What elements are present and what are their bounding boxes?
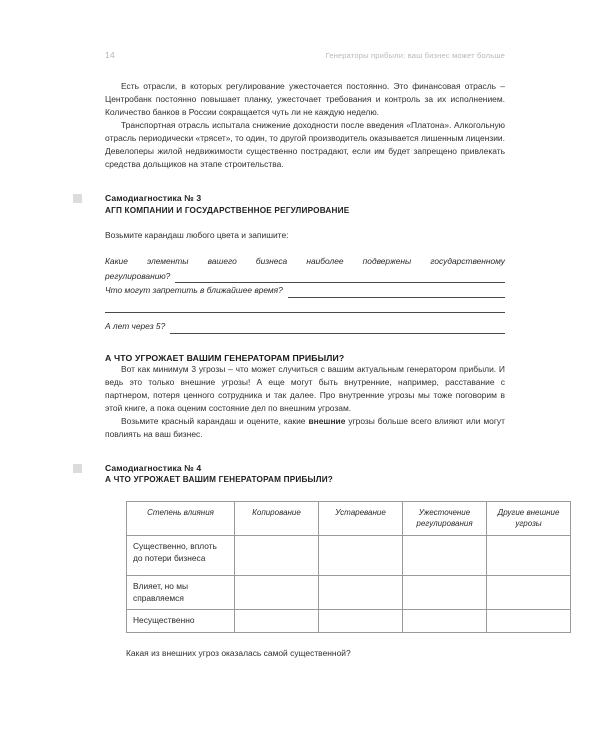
table-row [127,610,571,632]
threat-table-head [127,501,571,535]
answer-cell[interactable] [403,610,487,632]
question-3-row [105,319,505,334]
self-diagnostic-3-fillins [105,254,505,333]
answer-cell[interactable] [235,575,319,610]
self-diagnostic-3-title: Самодиагностика № 3 [105,193,202,203]
running-head [105,50,505,60]
page-number: 14 [105,50,115,60]
paragraph-4-bold-word: внешние [308,415,346,426]
running-title: Генераторы прибыли: ваш бизнес может больше [325,51,505,60]
table-header-cell: Устаревание [319,501,403,535]
section-heading-threats: А ЧТО УГРОЖАЕТ ВАШИМ ГЕНЕРАТОРАМ ПРИБЫЛИ? [105,352,345,363]
question-2: Что могут запретить в ближайшее время? [105,285,283,296]
answer-cell[interactable] [487,575,571,610]
row-label-cell: Влияет, но мы справляемся [127,575,235,610]
question-1-line-2-row [105,269,505,284]
self-diagnostic-3-subtitle: АГП КОМПАНИИ И ГОСУДАРСТВЕННОЕ РЕГУЛИРОВАНИЕ [105,205,350,215]
answer-rule-1[interactable] [175,272,505,283]
answer-cell[interactable] [487,610,571,632]
paragraph-three-threats: Вот как минимум 3 угрозы – что может случиться с вашим актуальным генератором прибыли. И ведь это только внешние угрозы! А еще могут быть внутренние, например, расставание с партнером, потеря ценного сотрудника и так далее. Про внутренние угрозы мы тоже поговорим в этой книге, а пока оценим состояние дел по внешним угрозам. [105,363,505,413]
question-1-line-2: регулированию? [105,270,171,281]
self-diagnostic-4-block [105,462,505,487]
paragraph-4-before-bold: Возьмите красный карандаш и оцените, какие [121,415,309,426]
threat-table [126,501,571,633]
question-1-line-1: Какие элементы вашего бизнеса наиболее подвержены государственному [105,256,505,267]
paragraph-4-after-bold: угрозы больше всего влияют или могут повлиять на ваш бизнес. [105,415,505,439]
answer-cell[interactable] [235,535,319,575]
table-header-cell: Копирование [235,501,319,535]
answer-cell[interactable] [403,575,487,610]
answer-cell[interactable] [403,535,487,575]
self-diagnostic-3-block [105,192,505,334]
answer-cell[interactable] [487,535,571,575]
row-label-cell: Существенно, вплоть до потери бизнеса [127,535,235,575]
answer-cell[interactable] [319,575,403,610]
threat-table-wrapper [126,501,560,633]
self-diagnostic-4-subtitle: А ЧТО УГРОЖАЕТ ВАШИМ ГЕНЕРАТОРАМ ПРИБЫЛИ? [105,475,333,485]
square-marker-icon [73,194,82,203]
table-header-row [127,501,571,535]
question-3: А лет через 5? [105,320,166,331]
table-header-cell: Степень влияния [127,501,235,535]
table-header-cell: Другие внешние угрозы [487,501,571,535]
answer-cell[interactable] [319,535,403,575]
page-content [105,80,560,660]
closing-question: Какая из внешних угроз оказалась самой существенной? [126,647,351,658]
answer-cell[interactable] [319,610,403,632]
answer-rule-4[interactable] [170,323,505,334]
answer-rule-2[interactable] [288,287,505,298]
question-2-row [105,283,505,298]
paragraph-red-pencil [105,415,505,441]
self-diagnostic-3-leadin: Возьмите карандаш любого цвета и запишите: [105,230,289,241]
answer-rule-3[interactable] [105,301,505,313]
table-row [127,575,571,610]
table-row [127,535,571,575]
self-diagnostic-4-title: Самодиагностика № 4 [105,462,202,473]
square-marker-icon [73,464,82,473]
row-label-cell: Несущественно [127,610,235,632]
threat-table-body [127,535,571,632]
paragraph-industries-regulation: Есть отрасли, в которых регулирование ужесточается постоянно. Это финансовая отрасль – Центробанк постоянно повышает планку, ужесточает требования и контроль за их исполнением. Количество банков в России сокращается чуть ли не каждую неделю. [105,81,505,117]
answer-cell[interactable] [235,610,319,632]
table-header-cell: Ужесточение регулирования [403,501,487,535]
paragraph-transport-alcohol: Транспортная отрасль испытала снижение доходности после введения «Платона». Алкогольную отрасль периодически «трясет», то один, то другой производитель оказывается лишенным лицензии. Девелоперы жилой недвижимости существенно пострадают, если им будет запрещено привлекать средства дольщиков на этапе строительства. [105,120,505,169]
